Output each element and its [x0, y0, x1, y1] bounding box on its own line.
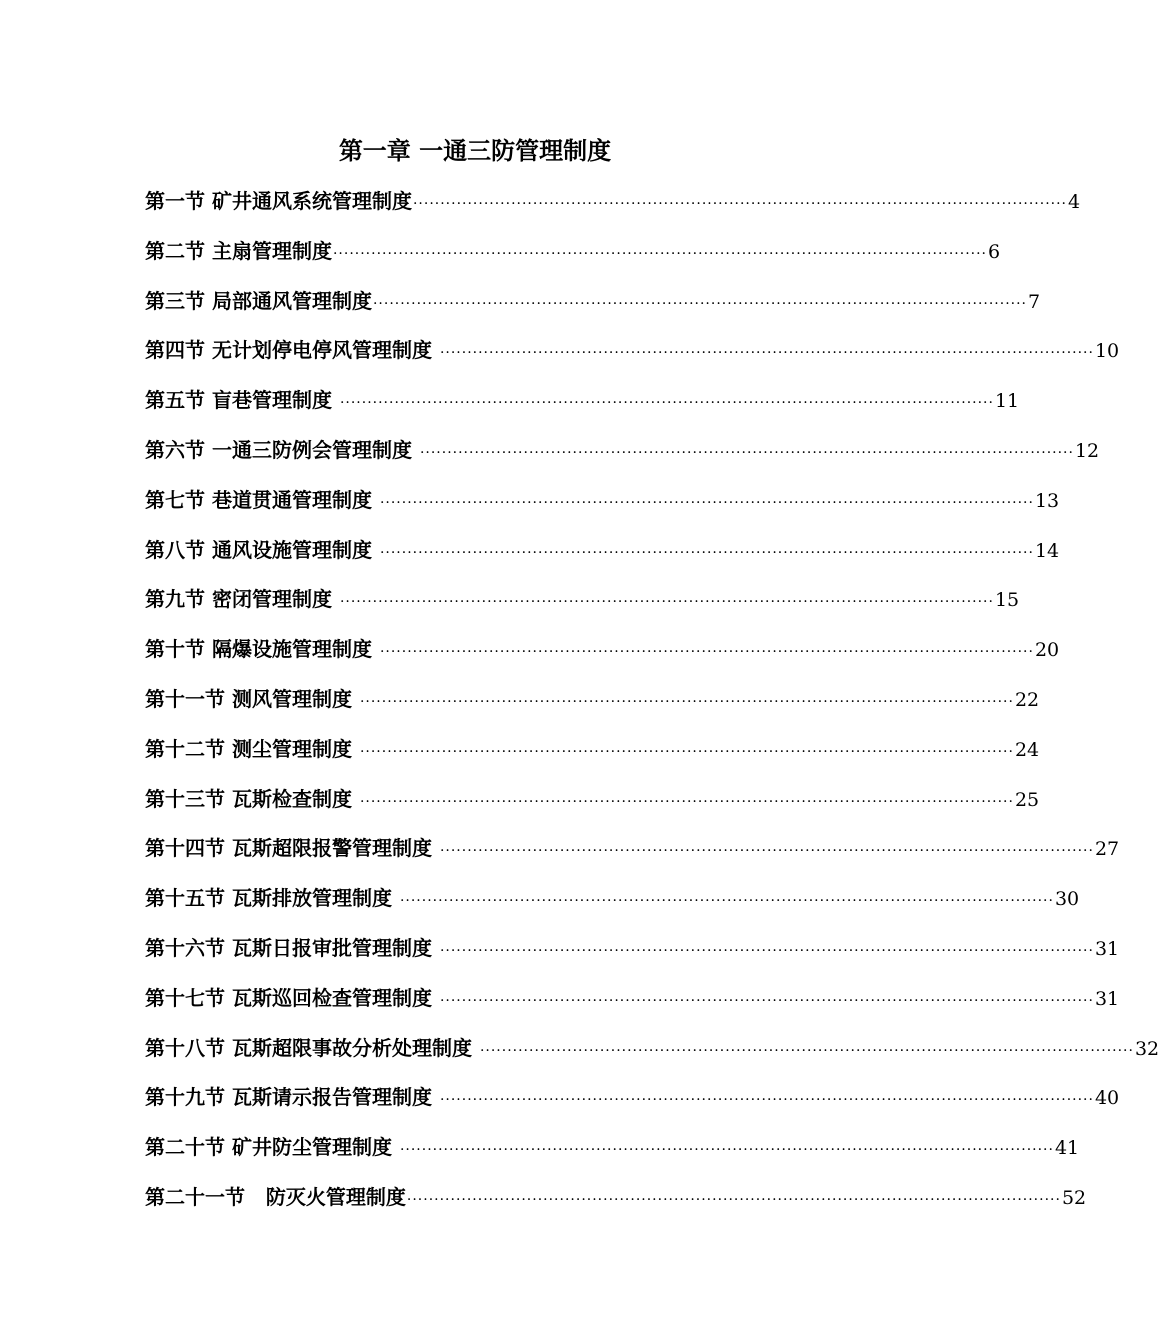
- toc-separator: [205, 432, 212, 468]
- toc-section-number: 第十节: [145, 637, 205, 662]
- toc-leader-dots: ························································································································: [412, 196, 1067, 212]
- toc-separator: [225, 830, 232, 866]
- toc-section-number: 第十八节: [145, 1035, 225, 1060]
- toc-page-number: 14: [1034, 539, 1060, 562]
- toc-page-number: 27: [1094, 838, 1120, 861]
- toc-section-number: 第八节: [145, 537, 205, 562]
- toc-section-number: 第五节: [145, 388, 205, 413]
- toc-page-number: 11: [994, 390, 1020, 413]
- toc-section-title: 瓦斯排放管理制度: [231, 886, 399, 911]
- toc-leader-dots: ························································································································: [339, 395, 994, 412]
- toc-page-number: 22: [1014, 688, 1040, 711]
- toc-section-title: 一通三防例会管理制度: [211, 437, 419, 462]
- toc-page-number: 13: [1034, 489, 1060, 512]
- toc-section-title: 矿井通风系统管理制度: [211, 189, 412, 213]
- toc-section-number: 第二节: [145, 238, 205, 263]
- toc-leader-dots: ························································································································: [439, 1092, 1094, 1109]
- toc-page-number: 25: [1014, 788, 1040, 811]
- toc-entry[interactable]: [145, 631, 1060, 681]
- toc-section-number: 第三节: [145, 288, 205, 313]
- toc-section-title: 瓦斯检查制度: [231, 786, 359, 811]
- toc-entry[interactable]: [145, 781, 1040, 831]
- toc-separator: [205, 482, 212, 518]
- toc-leader-dots: ························································································································: [439, 345, 1094, 362]
- toc-section-title: 局部通风管理制度: [211, 288, 372, 313]
- toc-section-number: 第十四节: [145, 836, 225, 861]
- toc-separator: [205, 382, 212, 418]
- toc-entry[interactable]: [145, 382, 1020, 432]
- toc-section-number: 第十三节: [145, 786, 225, 811]
- toc-entry[interactable]: [145, 980, 1120, 1030]
- toc-separator: [245, 1179, 252, 1215]
- toc-section-number: 第二十节: [145, 1135, 225, 1160]
- toc-separator: [205, 332, 212, 368]
- toc-leader-dots: ························································································································: [439, 992, 1094, 1009]
- toc-page-number: 24: [1014, 738, 1040, 761]
- toc-page-number: 20: [1034, 639, 1060, 662]
- toc-section-title: 瓦斯巡回检查管理制度: [231, 985, 439, 1010]
- toc-page-number: 4: [1068, 191, 1081, 213]
- toc-separator: [225, 1079, 232, 1115]
- toc-page-number: 40: [1094, 1087, 1120, 1110]
- toc-leader-dots: ························································································································: [406, 1191, 1061, 1208]
- toc-separator: [205, 233, 212, 269]
- toc-separator: [205, 581, 212, 617]
- toc-page-number: 31: [1094, 937, 1120, 960]
- toc-section-number: 第六节: [145, 437, 205, 462]
- toc-section-number: 第九节: [145, 587, 205, 612]
- toc-leader-dots: ························································································································: [419, 444, 1074, 461]
- toc-separator: [225, 930, 232, 966]
- toc-separator: [225, 781, 232, 817]
- toc-section-title: 主扇管理制度: [211, 238, 332, 263]
- toc-page-number: 6: [988, 240, 1001, 263]
- toc-section-number: 第七节: [145, 487, 205, 512]
- table-of-contents: [145, 183, 1159, 1229]
- toc-section-number: 第十五节: [145, 886, 225, 911]
- toc-page-number: 30: [1054, 888, 1080, 911]
- toc-section-title: 密闭管理制度: [211, 587, 339, 612]
- toc-separator: [225, 1030, 232, 1066]
- toc-section-title: 通风设施管理制度: [211, 537, 379, 562]
- toc-page-number: 41: [1054, 1137, 1080, 1160]
- toc-entry[interactable]: [145, 731, 1040, 781]
- toc-section-title: 巷道贯通管理制度: [211, 487, 379, 512]
- toc-section-number: 第十九节: [145, 1085, 225, 1110]
- toc-section-title: 隔爆设施管理制度: [211, 637, 379, 662]
- toc-entry[interactable]: [145, 332, 1120, 382]
- toc-section-title: 测尘管理制度: [231, 736, 359, 761]
- toc-section-title: 矿井防尘管理制度: [231, 1135, 399, 1160]
- toc-page-number: 32: [1134, 1037, 1159, 1060]
- toc-separator: [205, 532, 212, 568]
- toc-entry[interactable]: [145, 880, 1080, 930]
- toc-entry[interactable]: [145, 532, 1060, 582]
- toc-entry[interactable]: [145, 233, 1001, 283]
- toc-separator: [205, 183, 212, 219]
- toc-section-number: 第十一节: [145, 686, 225, 711]
- toc-separator: [225, 1129, 232, 1165]
- toc-entry[interactable]: [145, 681, 1040, 731]
- toc-leader-dots: ························································································································: [399, 893, 1054, 910]
- toc-leader-dots: ························································································································: [379, 544, 1034, 561]
- toc-section-title: 瓦斯超限报警管理制度: [231, 836, 439, 861]
- toc-separator: [225, 731, 232, 767]
- toc-leader-dots: ························································································································: [379, 644, 1034, 661]
- toc-section-number: 第十七节: [145, 985, 225, 1010]
- toc-separator: [205, 631, 212, 667]
- toc-leader-dots: ························································································································: [439, 942, 1094, 959]
- toc-section-title: 测风管理制度: [231, 686, 359, 711]
- toc-entry[interactable]: [145, 581, 1020, 631]
- toc-separator: [225, 880, 232, 916]
- toc-section-number: 第四节: [145, 338, 205, 363]
- toc-entry[interactable]: [145, 283, 1041, 333]
- toc-entry[interactable]: [145, 1179, 1087, 1229]
- toc-entry[interactable]: [145, 930, 1120, 980]
- toc-section-title: 无计划停电停风管理制度: [211, 338, 439, 363]
- toc-page-number: 31: [1094, 987, 1120, 1010]
- toc-leader-dots: ························································································································: [339, 594, 994, 611]
- toc-separator: [225, 681, 232, 717]
- toc-leader-dots: ························································································································: [359, 693, 1014, 710]
- toc-page-number: 52: [1061, 1186, 1087, 1209]
- toc-separator: [225, 980, 232, 1016]
- toc-section-title: 瓦斯日报审批管理制度: [231, 935, 439, 960]
- toc-section-title: 防灭火管理制度: [251, 1184, 406, 1209]
- toc-entry[interactable]: [145, 1129, 1080, 1179]
- toc-leader-dots: ························································································································: [379, 494, 1034, 511]
- toc-page-number: 10: [1094, 340, 1120, 363]
- toc-entry[interactable]: [145, 432, 1100, 482]
- toc-section-number: 第十六节: [145, 935, 225, 960]
- toc-section-number: 第二十一节: [145, 1184, 245, 1209]
- toc-section-number: 第一节: [145, 189, 205, 213]
- toc-section-title: 瓦斯超限事故分析处理制度: [231, 1035, 479, 1060]
- toc-page-number: 15: [994, 589, 1020, 612]
- toc-leader-dots: ························································································································: [479, 1042, 1134, 1059]
- chapter-title: 第一章 一通三防管理制度: [338, 136, 612, 165]
- toc-entry[interactable]: [145, 482, 1060, 532]
- toc-section-title: 瓦斯请示报告管理制度: [231, 1085, 439, 1110]
- toc-page-number: 12: [1074, 439, 1100, 462]
- toc-leader-dots: ························································································································: [359, 793, 1014, 810]
- toc-section-title: 盲巷管理制度: [211, 388, 339, 413]
- toc-section-number: 第十二节: [145, 736, 225, 761]
- toc-entry[interactable]: [145, 183, 1081, 233]
- toc-entry[interactable]: [145, 1030, 1159, 1080]
- toc-leader-dots: ························································································································: [359, 743, 1014, 760]
- toc-leader-dots: ························································································································: [439, 843, 1094, 860]
- toc-leader-dots: ························································································································: [399, 1142, 1054, 1159]
- toc-leader-dots: ························································································································: [372, 295, 1027, 312]
- toc-separator: [205, 283, 212, 319]
- toc-entry[interactable]: [145, 830, 1120, 880]
- toc-page-number: 7: [1028, 290, 1041, 313]
- toc-leader-dots: ························································································································: [332, 245, 987, 262]
- toc-entry[interactable]: [145, 1079, 1120, 1129]
